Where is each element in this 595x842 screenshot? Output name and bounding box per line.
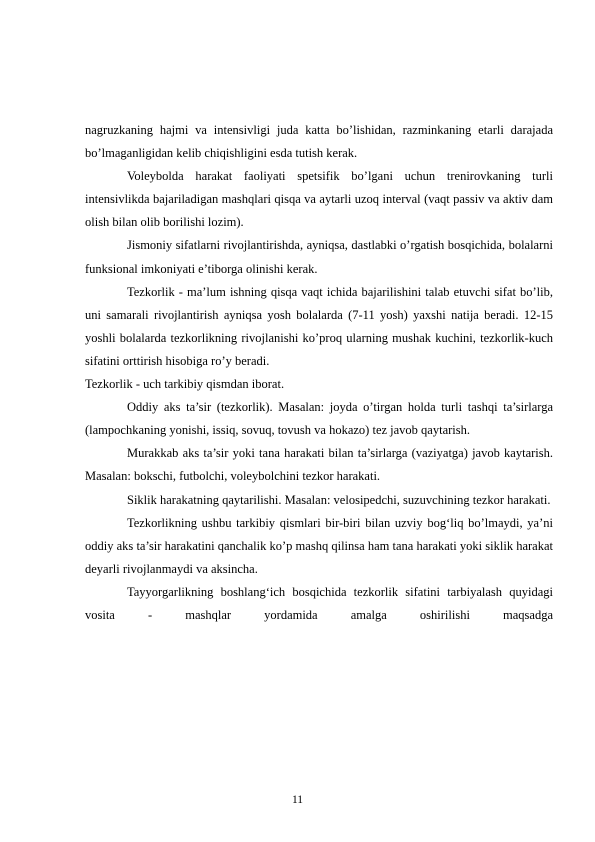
paragraph-8: Siklik harakatning qaytarilishi. Masalan: velosipedchi, suzuvchining tezkor harakati. <box>127 492 551 507</box>
body-text <box>85 119 553 627</box>
paragraph-5: Tezkorlik - uch tarkibiy qismdan iborat. <box>85 377 285 392</box>
paragraph-9: Tezkorlikning ushbu tarkibiy qismlari bir-biri bilan uzviy bog‘liq bo’lmaydi, ya’ni oddiy aks ta’sir harakatini qanchalik ko’p mashq qilinsa ham tana harakati yoki siklik harakat deyarli rivojlanmaydi va aksincha. <box>85 515 553 576</box>
page-number: 11 <box>291 794 304 806</box>
paragraph-2: Voleybolda harakat faoliyati spetsifik bo’lgani uchun trenirovkaning turli intensivlikda bajariladigan mashqlari qisqa va aytarli uzoq interval (vaqt passiv va aktiv dam olish bilan olib borilishi lozim). <box>85 169 553 230</box>
paragraph-6: Oddiy aks ta’sir (tezkorlik). Masalan: joyda o’tirgan holda turli tashqi ta’sirlarga (lampochkaning yonishi, issiq, sovuq, tovush va hokazo) tez javob qaytarish. <box>85 400 553 438</box>
paragraph-4: Tezkorlik - ma’lum ishning qisqa vaqt ichida bajarilishini talab etuvchi sifat bo’lib, uni samarali rivojlantirish ayniqsa yosh bolalarda (7-11 yosh) yaxshi natija beradi. 12-15 yoshli bolalarda tezkorlikning rivojlanishi ko’proq ularning mushak kuchini, tezkorlik-kuch sifatini orttirish hisobiga ro’y beradi. <box>85 284 553 368</box>
paragraph-7: Murakkab aks ta’sir yoki tana harakati bilan ta’sirlarga (vaziyatga) javob kaytarish. Masalan: bokschi, futbolchi, voleybolchini tezkor harakati. <box>85 446 553 484</box>
paragraph-3: Jismoniy sifatlarni rivojlantirishda, ayniqsa, dastlabki o’rgatish bosqichida, bolalarni funksional imkoniyati e’tiborga olinishi kerak. <box>85 238 553 276</box>
paragraph-1: nagruzkaning hajmi va intensivligi juda katta bo’lishidan, razminkaning etarli darajada bo’lmaganligidan kelib chiqishligini esda tutish kerak. <box>85 123 553 161</box>
paragraph-10: Tayyorgarlikning boshlang‘ich bosqichida tezkorlik sifatini tarbiyalash quyidagi vosita - mashqlar yordamida amalga oshirilishi maqsadga <box>85 584 553 622</box>
